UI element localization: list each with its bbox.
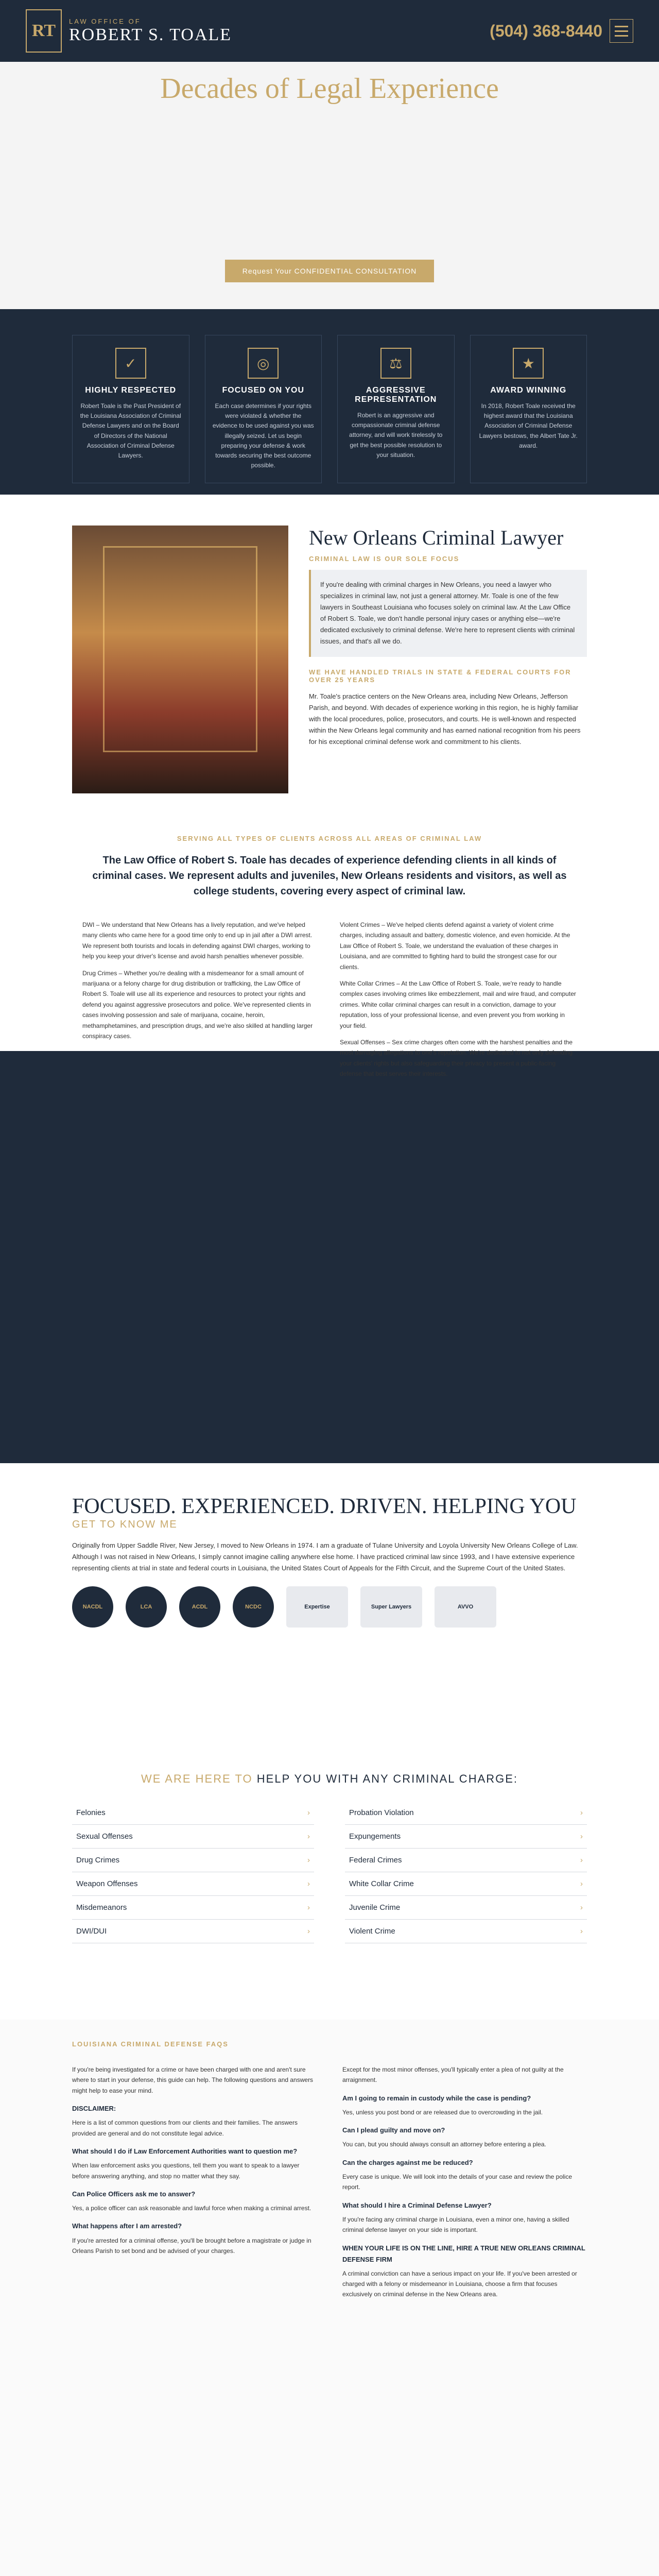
chevron-right-icon: › [580, 1808, 583, 1817]
focused-subtitle: GET TO KNOW ME [72, 1519, 178, 1530]
practice-link[interactable]: Sexual Offenses › [72, 1825, 314, 1849]
service-paragraph: Sexual Offenses – Sex crime charges often come with the harshest penalties and the most damaging allegations to one's reputation. We're dedicated to not only defending your clients' rights but also safeguarding their privacy to present a public-facing defense that best serves their interests. [340, 1038, 573, 1078]
faq-answer: If you're arrested for a criminal offense, you'll be brought before a magistrate or judge in Orleans Parish to set bond and be advised of your charges. [72, 2236, 311, 2255]
practice-link[interactable]: Misdemeanors › [72, 1896, 314, 1920]
hero-section [0, 62, 659, 309]
feature-text: Robert is an aggressive and compassionate criminal defense attorney, and will work tirelessly to get the best possible resolution to your situation. [349, 412, 443, 459]
faq-answer: Every case is unique. We will look into the details of your case and review the police report. [342, 2173, 573, 2191]
serving-subtitle: SERVING ALL TYPES OF CLIENTS ACROSS ALL AREAS OF CRIMINAL LAW [177, 835, 482, 842]
practice-heading-pre: WE ARE HERE TO [141, 1772, 253, 1785]
chevron-right-icon: › [307, 1856, 310, 1865]
faq-answer: Except for the most minor offenses, you'll typically enter a plea of not guilty at the arraignment. [342, 2066, 564, 2084]
practice-link[interactable]: Drug Crimes › [72, 1849, 314, 1872]
faq-question: What happens after I am arrested? [72, 2222, 182, 2230]
about-paragraph: Mr. Toale's practice centers on the New Orleans area, including New Orleans, Jefferson Parish, and beyond. With decades of experience working in this region, he is highly familiar with the local procedures, police, prosecutors, and courts. He is well-known and respected within the New Orleans legal community and has earned national recognition from his peers for his exceptional criminal defense work and commitment to his clients. [309, 692, 581, 745]
scales-icon: ⚖ [380, 348, 411, 379]
features-section [0, 309, 659, 495]
badge-logo: NCDC [233, 1586, 274, 1628]
feature-text: Robert Toale is the Past President of the Louisiana Association of Criminal Defense Lawyers and on the Board of Directors of the National Association of Criminal Defense Lawyers. [80, 402, 181, 459]
practice-heading-post: HELP YOU WITH ANY CRIMINAL CHARGE: [256, 1772, 518, 1785]
faq-answer: Yes, a police officer can ask reasonable and lawful force when making a criminal arrest. [72, 2205, 311, 2212]
logo-big-text: ROBERT S. TOALE [69, 25, 232, 44]
feature-text: In 2018, Robert Toale received the highest award that the Louisiana Association of Criminal Defense Lawyers bestows, the Albert Tate Jr. award. [479, 402, 578, 449]
practice-link[interactable]: Federal Crimes › [345, 1849, 587, 1872]
faq-answer: Here is a list of common questions from our clients and their families. The answers provided are general and do not constitute legal advice. [72, 2119, 298, 2137]
practice-link[interactable]: Juvenile Crime › [345, 1896, 587, 1920]
focused-title: FOCUSED. EXPERIENCED. DRIVEN. HELPING YOU [72, 1495, 577, 1518]
chevron-right-icon: › [307, 1903, 310, 1912]
hero-title: Decades of Legal Experience [160, 73, 499, 105]
hamburger-icon [615, 26, 628, 27]
service-paragraph: DWI – We understand that New Orleans has a lively reputation, and we've helped many clients who came here for a good time only to end up in jail after a DWI arrest. We represent both tourists and locals in defending against DWI charges, working to help you keep your driver's license and avoid harsh penalties whenever possible. [82, 921, 313, 960]
practice-link[interactable]: Expungements › [345, 1825, 587, 1849]
header-phone[interactable] [490, 19, 633, 43]
faq-question: DISCLAIMER: [72, 2105, 116, 2113]
hero-consultation-button[interactable]: Request Your CONFIDENTIAL CONSULTATION [225, 260, 435, 282]
bourbon-street-image [72, 526, 288, 793]
feature-card [205, 335, 322, 483]
chevron-right-icon: › [307, 1879, 310, 1888]
service-paragraph: Violent Crimes – We've helped clients defend against a variety of violent crime charges, including assault and battery, domestic violence, and even homicide. At the Law Office of Robert S. Toale, we understand the evaluation of these charges in Louisiana, and are committed to fighting hard to build the strongest case for our clients. [340, 921, 570, 971]
badge-logo: NACDL [72, 1586, 113, 1628]
about-subtitle: CRIMINAL LAW IS OUR SOLE FOCUS [309, 555, 460, 563]
service-paragraph: White Collar Crimes – At the Law Office of Robert S. Toale, we're ready to handle complex cases involving crimes like embezzlement, mail and wire fraud, and computer crimes. White collar criminal charges can result in a conviction, damage to your reputation, loss of your professional license, and even prevent you from working in your field. [340, 979, 576, 1029]
feature-card [72, 335, 189, 483]
focused-text: Originally from Upper Saddle River, New Jersey, I moved to New Orleans in 1974. I am a graduate of Tulane University and Loyola University New Orleans College of Law. Although I was not raised in New Orleans, I simply cannot imagine calling anywhere else home. I have practiced criminal law since 1993, and I have extensive experience representing clients at trial in state and federal courts in Louisiana, the United States Court of Appeals for the Fifth Circuit, and the Supreme Court of the United States. [72, 1541, 578, 1572]
dark-video-band [0, 1051, 659, 1463]
faq-section [0, 2020, 659, 2576]
logo-small-text: LAW OFFICE OF [69, 17, 141, 25]
feature-title: AGGRESSIVE REPRESENTATION [355, 386, 437, 404]
about-gold-line: WE HAVE HANDLED TRIALS IN STATE & FEDERAL COURTS FOR OVER 25 YEARS [309, 668, 571, 684]
focused-section [0, 1463, 659, 1752]
menu-button[interactable] [610, 19, 633, 43]
target-icon: ◎ [248, 348, 279, 379]
badge-logo: LCA [126, 1586, 167, 1628]
practice-link[interactable]: Violent Crime › [345, 1920, 587, 1943]
feature-title: HIGHLY RESPECTED [85, 386, 177, 395]
logo[interactable] [26, 9, 232, 53]
practice-link[interactable]: DWI/DUI › [72, 1920, 314, 1943]
chevron-right-icon: › [580, 1856, 583, 1865]
check-icon: ✓ [115, 348, 146, 379]
practice-link[interactable]: White Collar Crime › [345, 1872, 587, 1896]
badge-row [72, 1586, 587, 1628]
faq-answer: When law enforcement asks you questions, tell them you want to speak to a lawyer before answering anything, and stop no matter what they say. [72, 2162, 300, 2180]
faq-question: What should I do if Law Enforcement Authorities want to question me? [72, 2147, 298, 2156]
faq-answer: You can, but you should always consult an attorney before entering a plea. [342, 2141, 546, 2148]
badge-logo: AVVO [435, 1586, 496, 1628]
faq-answer: Yes, unless you post bond or are released due to overcrowding in the jail. [342, 2108, 543, 2116]
badge-logo: Expertise [286, 1586, 348, 1628]
faq-question: What should I hire a Criminal Defense Lawyer? [342, 2201, 492, 2209]
faq-answer: A criminal conviction can have a serious impact on your life. If you've been arrested or charged with a felony or misdemeanor in Louisiana, choose a firm that focuses exclusively on criminal defense in the New Orleans area. [342, 2269, 577, 2298]
chevron-right-icon: › [580, 1903, 583, 1912]
logo-mark: RT [26, 9, 62, 53]
practice-areas-section [0, 1752, 659, 2020]
phone-number[interactable]: (504) 368-8440 [490, 21, 602, 40]
feature-card [337, 335, 455, 483]
about-section [0, 495, 659, 824]
chevron-right-icon: › [307, 1832, 310, 1841]
badge-logo: Super Lawyers [360, 1586, 422, 1628]
feature-card [470, 335, 587, 483]
site-header [0, 0, 659, 62]
faq-question: Am I going to remain in custody while the case is pending? [342, 2094, 531, 2102]
faq-question: Can I plead guilty and move on? [342, 2126, 445, 2134]
badge-logo: ACDL [179, 1586, 220, 1628]
faq-answer: If you're facing any criminal charge in Louisiana, even a minor one, having a skilled criminal defense lawyer on your side is important. [342, 2215, 569, 2234]
faq-question: WHEN YOUR LIFE IS ON THE LINE, HIRE A TRUE NEW ORLEANS CRIMINAL DEFENSE FIRM [342, 2244, 585, 2263]
feature-text: Each case determines if your rights were violated & whether the evidence to be used against you was illegally seized. Let us begin preparing your defense & work towards securing the best outcome possible. [212, 402, 314, 469]
faq-question: Can Police Officers ask me to answer? [72, 2190, 196, 2198]
about-title: New Orleans Criminal Lawyer [309, 526, 564, 549]
practice-link[interactable]: Probation Violation › [345, 1801, 587, 1825]
star-icon: ★ [513, 348, 544, 379]
chevron-right-icon: › [307, 1927, 310, 1936]
feature-title: AWARD WINNING [490, 386, 567, 395]
chevron-right-icon: › [580, 1879, 583, 1888]
practice-link[interactable]: Weapon Offenses › [72, 1872, 314, 1896]
about-quote: If you're dealing with criminal charges in New Orleans, you need a lawyer who specializes in criminal law, not just a general attorney. Mr. Toale is one of the few lawyers in Southeast Louisiana who focuses solely on criminal law. At the Law Office of Robert S. Toale, we don't handle personal injury cases or anything else—we're dedicated exclusively to criminal defense. We're here to represent clients with criminal issues, and that's all we do. [309, 570, 587, 657]
service-paragraph: Drug Crimes – Whether you're dealing with a misdemeanor for a small amount of marijuana or a felony charge for drug distribution or trafficking, the Law Office of Robert S. Toale will use all its experience and resources to protect your rights and defend you against aggressive prosecutors and police. We've represented clients in cases involving possession and sale of marijuana, cocaine, heroin, methamphetamines, and prescription drugs, and we're also skilled at handling larger conspiracy cases. [82, 969, 313, 1040]
chevron-right-icon: › [580, 1927, 583, 1936]
feature-title: FOCUSED ON YOU [222, 386, 304, 395]
faq-question: Can the charges against me be reduced? [342, 2158, 473, 2166]
practice-link[interactable]: Felonies › [72, 1801, 314, 1825]
faq-subtitle: LOUISIANA CRIMINAL DEFENSE FAQS [72, 2040, 229, 2048]
serving-section [0, 824, 659, 1078]
serving-headline: The Law Office of Robert S. Toale has decades of experience defending clients in all kinds of criminal cases. We represent adults and juveniles, New Orleans residents and visitors, as well as college students, covering every aspect of criminal law. [92, 855, 567, 897]
chevron-right-icon: › [580, 1832, 583, 1841]
chevron-right-icon: › [307, 1808, 310, 1817]
faq-answer: If you're being investigated for a crime or have been charged with one and aren't sure where to start in your defense, this guide can help. The following questions and answers might help to ease your mind. [72, 2066, 314, 2094]
